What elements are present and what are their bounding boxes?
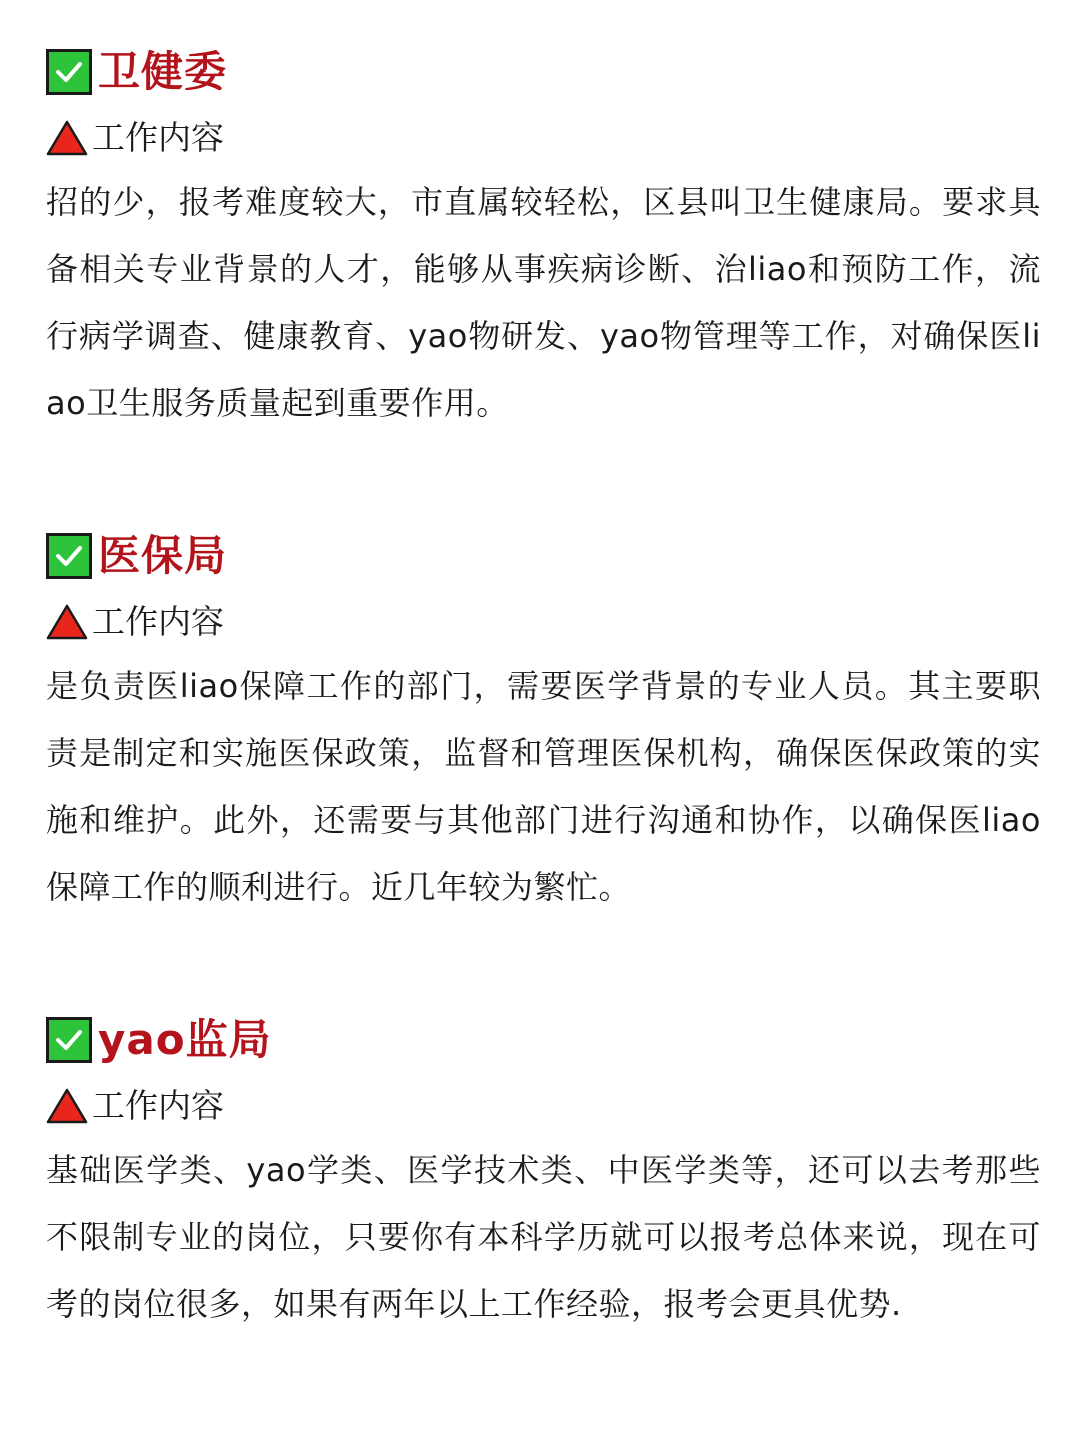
subheading-row [46, 1083, 1041, 1129]
check-box-icon [46, 1017, 92, 1063]
section-title: yao监局 [98, 1015, 272, 1064]
section-body: 基础医学类、yao学类、医学技术类、中医学类等，还可以去考那些不限制专业的岗位，只要你有本科学历就可以报考总体来说，现在可考的岗位很多，如果有两年以上工作经验，报考会更具优势. [46, 1151, 1041, 1323]
section-title: 医保局 [98, 531, 228, 580]
check-box-icon [46, 49, 92, 95]
warning-triangle-icon [46, 604, 88, 640]
subheading: 工作内容 [92, 602, 224, 641]
section-title-row [46, 526, 1041, 586]
check-box-icon [46, 533, 92, 579]
subheading: 工作内容 [92, 1086, 224, 1125]
subheading-row [46, 115, 1041, 161]
section-title-row [46, 1010, 1041, 1070]
warning-triangle-icon [46, 1088, 88, 1124]
section-body: 招的少，报考难度较大，市直属较轻松，区县叫卫生健康局。要求具备相关专业背景的人才，能够从事疾病诊断、治liao和预防工作，流行病学调查、健康教育、yao物研发、yao物管理等工作，对确保医liao卫生服务质量起到重要作用。 [46, 183, 1041, 422]
subheading: 工作内容 [92, 118, 224, 157]
section-weijianwei [46, 42, 1041, 437]
subheading-row [46, 599, 1041, 645]
section-title-row [46, 42, 1041, 102]
section-title: 卫健委 [98, 47, 228, 96]
section-yibaoju [46, 526, 1041, 921]
section-yaojianju [46, 1010, 1041, 1338]
section-body: 是负责医liao保障工作的部门，需要医学背景的专业人员。其主要职责是制定和实施医保政策，监督和管理医保机构，确保医保政策的实施和维护。此外，还需要与其他部门进行沟通和协作，以确保医liao保障工作的顺利进行。近几年较为繁忙。 [46, 667, 1041, 906]
warning-triangle-icon [46, 120, 88, 156]
